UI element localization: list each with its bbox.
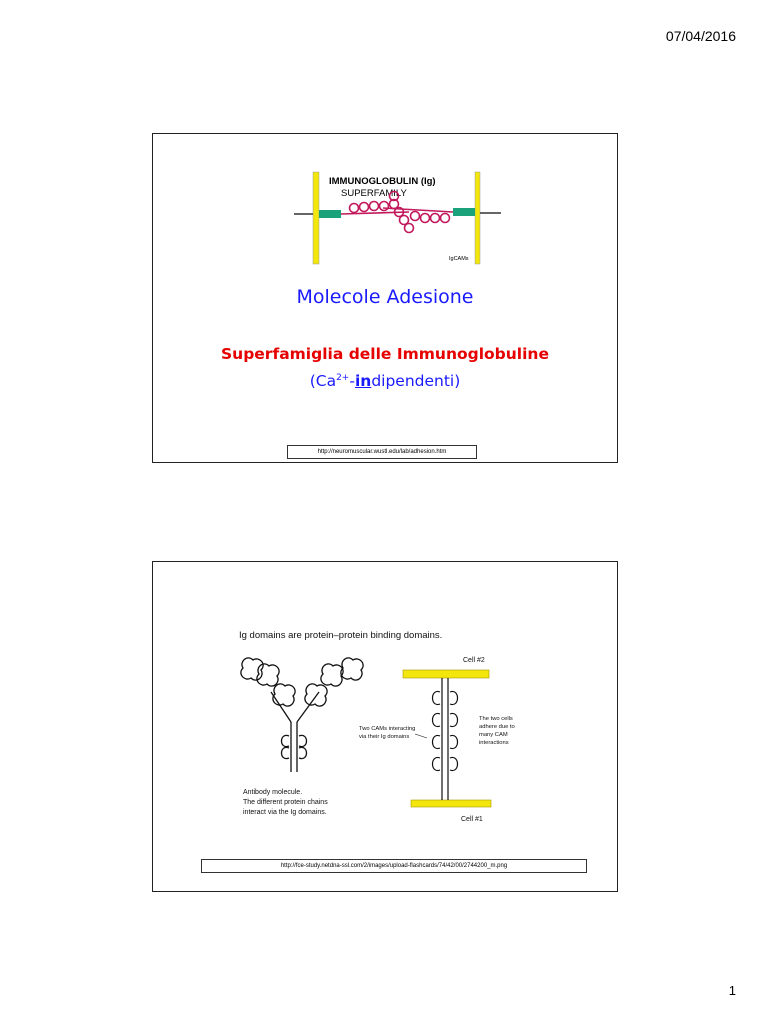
antibody-caption-1: Antibody molecule. [243,789,303,796]
paren-open: (Ca [309,372,337,390]
igsf-title-line2: SUPERFAMILY [341,188,407,199]
igsf-diagram [291,168,511,268]
right-anchor [453,208,475,216]
antibody-caption-2: The different protein chains [243,799,328,806]
slide1-title: Molecole Adesione [296,286,474,308]
fig2-heading: Ig domains are protein–protein binding domains. [239,630,443,641]
slide1-calcium-note [153,372,617,390]
slide1-source-link[interactable]: http://neuromuscular.wustl.edu/lab/adhesion.htm [287,445,477,459]
adhesion-caption-3: many CAM [479,732,508,738]
page-date: 07/04/2016 [665,28,736,44]
cell1-label: Cell #1 [461,816,483,822]
slide-2 [152,561,618,892]
cell2-membrane [403,670,489,678]
slide-1 [152,133,618,463]
paren-rest: dipendenti) [371,372,461,390]
ca-superscript: 2+ [336,372,350,383]
underlined-prefix: in [354,372,372,390]
cam-pair [415,678,458,800]
ig-domain-diagram [231,622,537,822]
cam-caption-1: Two CAMs interacting [359,726,416,732]
adhesion-caption-4: interactions [479,740,509,746]
adhesion-caption-1: The two cells [479,716,513,722]
igsf-corner-label: IgCAMs [449,256,469,262]
cell2-label: Cell #2 [463,657,485,664]
antibody-molecule [241,658,363,772]
igsf-title-line1: IMMUNOGLOBULIN (Ig) [329,176,436,187]
paren-dash: - [349,372,355,390]
cell1-membrane [411,800,491,807]
cam-caption-2: via their Ig domains [359,734,410,740]
adhesion-caption-2: adhere due to [479,724,515,730]
left-anchor [319,210,341,218]
slide1-subtitle: Superfamiglia delle Immunoglobuline [221,345,549,363]
left-membrane [313,172,319,264]
antibody-caption-3: interact via the Ig domains. [243,809,327,816]
right-membrane [475,172,480,264]
slide2-source-link[interactable]: http://fce-study.netdna-ssl.com/2/images/upload-flashcards/74/42/00/2744200_m.png [201,859,587,873]
page-number: 1 [728,983,736,998]
